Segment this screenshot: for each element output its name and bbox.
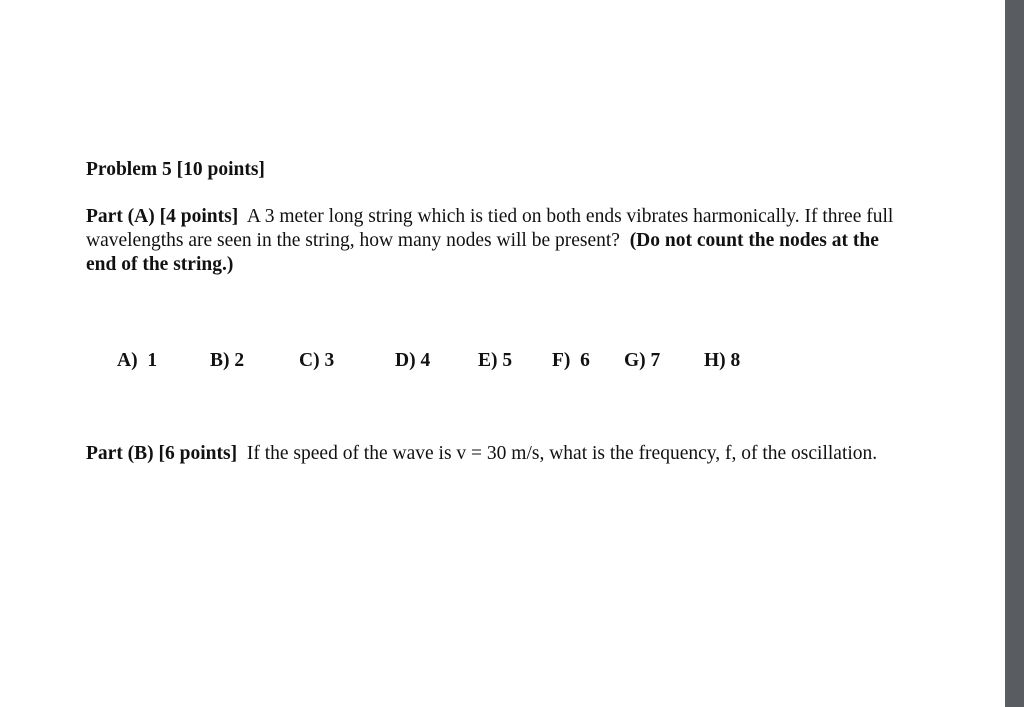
choice-e: E) 5 (478, 350, 513, 371)
choice-c: C) 3 (299, 350, 335, 371)
choice-d: D) 4 (395, 350, 431, 371)
part-a-label: Part (A) [4 points] (86, 206, 239, 227)
part-b-label: Part (B) [6 points] (86, 443, 238, 464)
choice-a: A) 1 (117, 350, 158, 371)
part-b-paragraph (86, 442, 906, 466)
choice-b: B) 2 (210, 350, 245, 371)
part-a-note: (Do not count the nodes at the end of the string.) (86, 230, 879, 275)
vertical-scrollbar[interactable] (1005, 0, 1024, 707)
part-a-paragraph (86, 205, 906, 277)
answer-choices (86, 349, 786, 373)
part-b-question: If the speed of the wave is v = 30 m/s, what is the frequency, f, of the oscillation. (246, 443, 878, 464)
part-a-question: A 3 meter long string which is tied on both ends vibrates harmonically. If three full wavelengths are seen in the string, how many nodes will be present? (86, 206, 894, 251)
problem-content (86, 158, 906, 464)
choice-f: F) 6 (552, 350, 590, 371)
problem-title: Problem 5 [10 points] (86, 159, 265, 180)
choice-g: G) 7 (624, 350, 661, 371)
choice-h: H) 8 (704, 350, 741, 371)
